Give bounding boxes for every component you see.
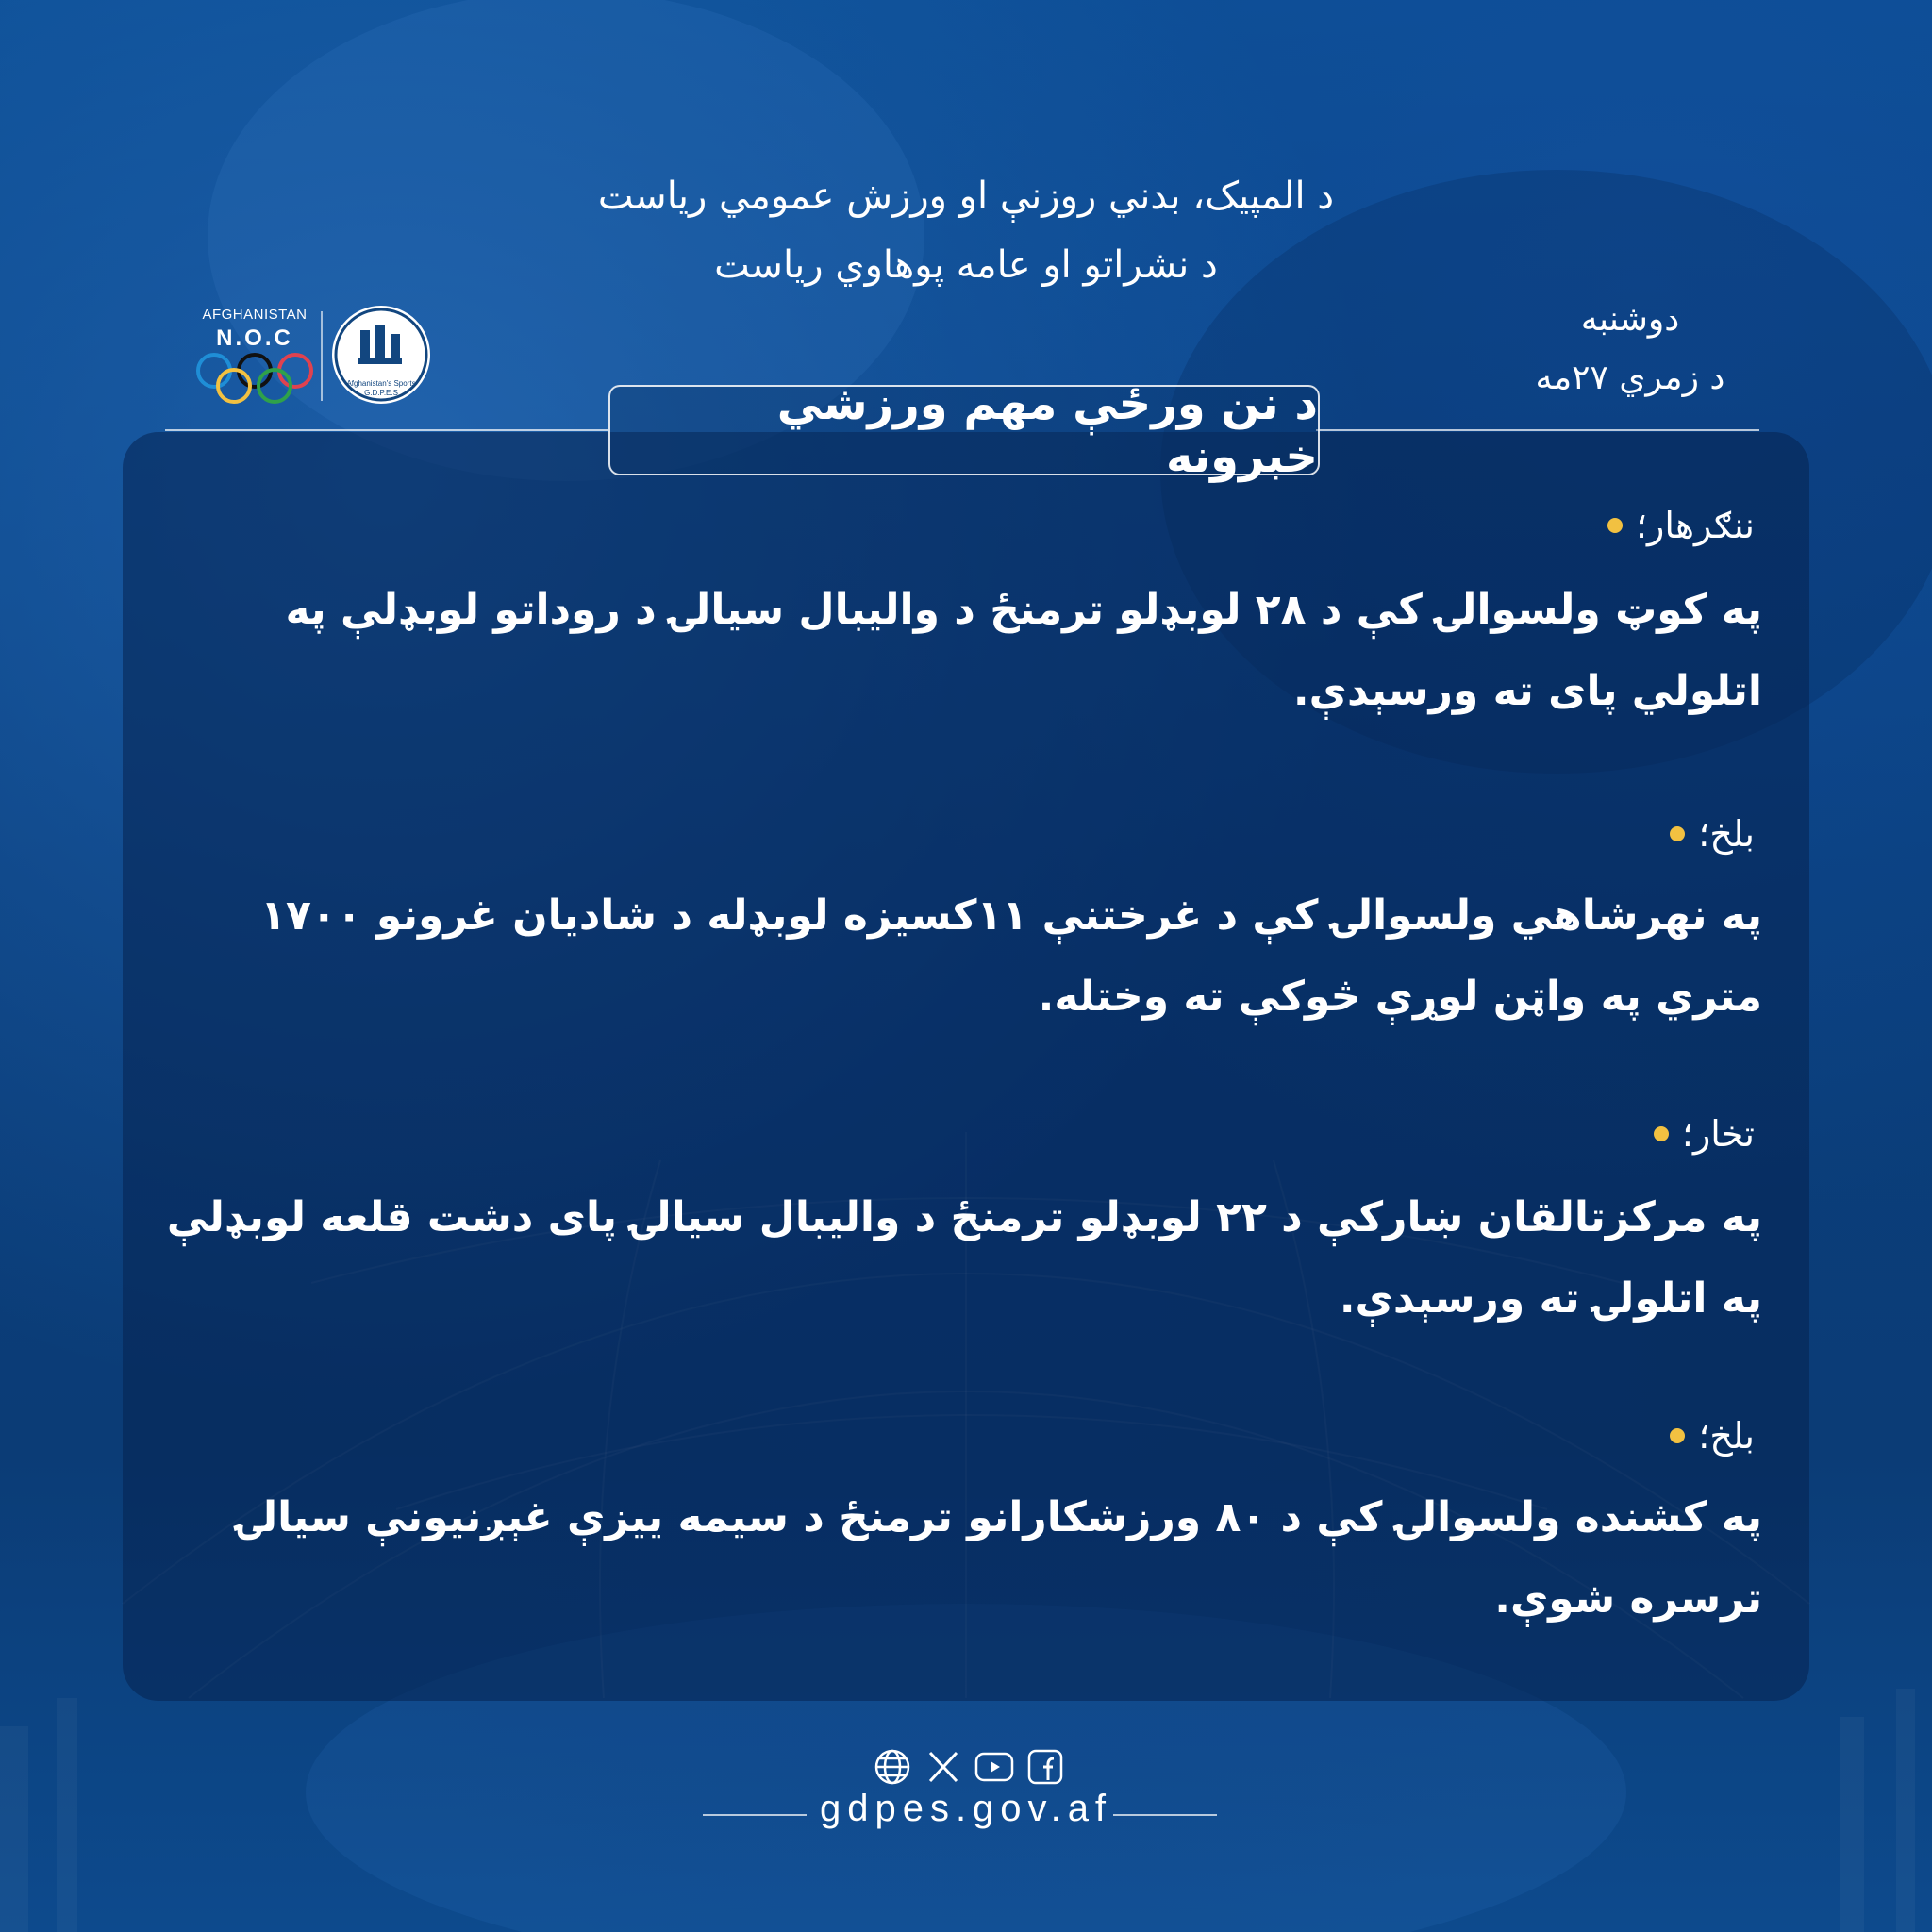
news-province — [1670, 1415, 1755, 1457]
noc-country: AFGHANISTAN — [202, 307, 308, 323]
date-weekday: دوشنبه — [1580, 300, 1680, 339]
facebook-icon[interactable] — [1025, 1747, 1065, 1787]
news-text: په مرکزتالقان ښارکې د ۲۲ لوبډلو ترمنځ د واليبال سيالۍ پای دشت قلعه لوبډلې په اتلولۍ ته ورسېدې. — [166, 1193, 1762, 1323]
youtube-icon[interactable] — [974, 1747, 1014, 1787]
noc-logo — [193, 307, 316, 406]
news-province-label: تخار؛ — [1681, 1113, 1755, 1155]
news-province — [1607, 505, 1755, 546]
organization-name: د المپیک، بدني روزنې او ورزش عمومي ریاست — [597, 175, 1335, 218]
news-province — [1654, 1113, 1755, 1155]
news-province-label: بلخ؛ — [1698, 813, 1755, 855]
sports-logo-text: Afghanistan's Sports G.D.P.E.S — [346, 379, 416, 397]
noc-label: N.O.C — [216, 325, 293, 351]
main-title: د نن ورځې مهم ورزشي خبرونه — [608, 385, 1320, 475]
news-text: په نهرشاهي ولسوالۍ کې د غرختنې ۱۱کسيزه لوبډله د شاديان غرونو ۱۷۰۰ متري په واټن لوړې څوکې ته وختله. — [260, 891, 1762, 1021]
news-text: په کوټ ولسوالۍ کې د ۲۸ لوبډلو ترمنځ د واليبال سيالۍ د روداتو لوبډلې په اتلولي پای ته ورسېدې. — [285, 586, 1762, 715]
news-province-label: ننګرهار؛ — [1635, 505, 1755, 546]
sports-directorate-logo — [332, 306, 430, 404]
title-rule-right — [1316, 429, 1759, 431]
news-text: په کشنده ولسوالۍ کې د ۸۰ ورزشکارانو ترمنځ د سيمه ييزې غېږنيونې سيالۍ ترسره شوې. — [237, 1493, 1762, 1623]
logo-divider — [321, 311, 323, 401]
news-province-label: بلخ؛ — [1698, 1415, 1755, 1457]
department-name: د نشراتو او عامه پوهاوي ریاست — [714, 243, 1218, 287]
bullet-icon — [1670, 826, 1685, 841]
title-rule-left — [165, 429, 608, 431]
website-link[interactable]: gdpes.gov.af — [819, 1788, 1113, 1829]
x-icon[interactable] — [924, 1747, 963, 1787]
news-province — [1670, 813, 1755, 855]
bullet-icon — [1607, 518, 1623, 533]
date-day: د زمري ۲۷مه — [1535, 358, 1725, 397]
olympic-rings-icon — [193, 352, 316, 408]
bullet-icon — [1654, 1126, 1669, 1141]
globe-icon[interactable] — [873, 1747, 912, 1787]
bullet-icon — [1670, 1428, 1685, 1443]
social-links — [873, 1747, 1065, 1787]
